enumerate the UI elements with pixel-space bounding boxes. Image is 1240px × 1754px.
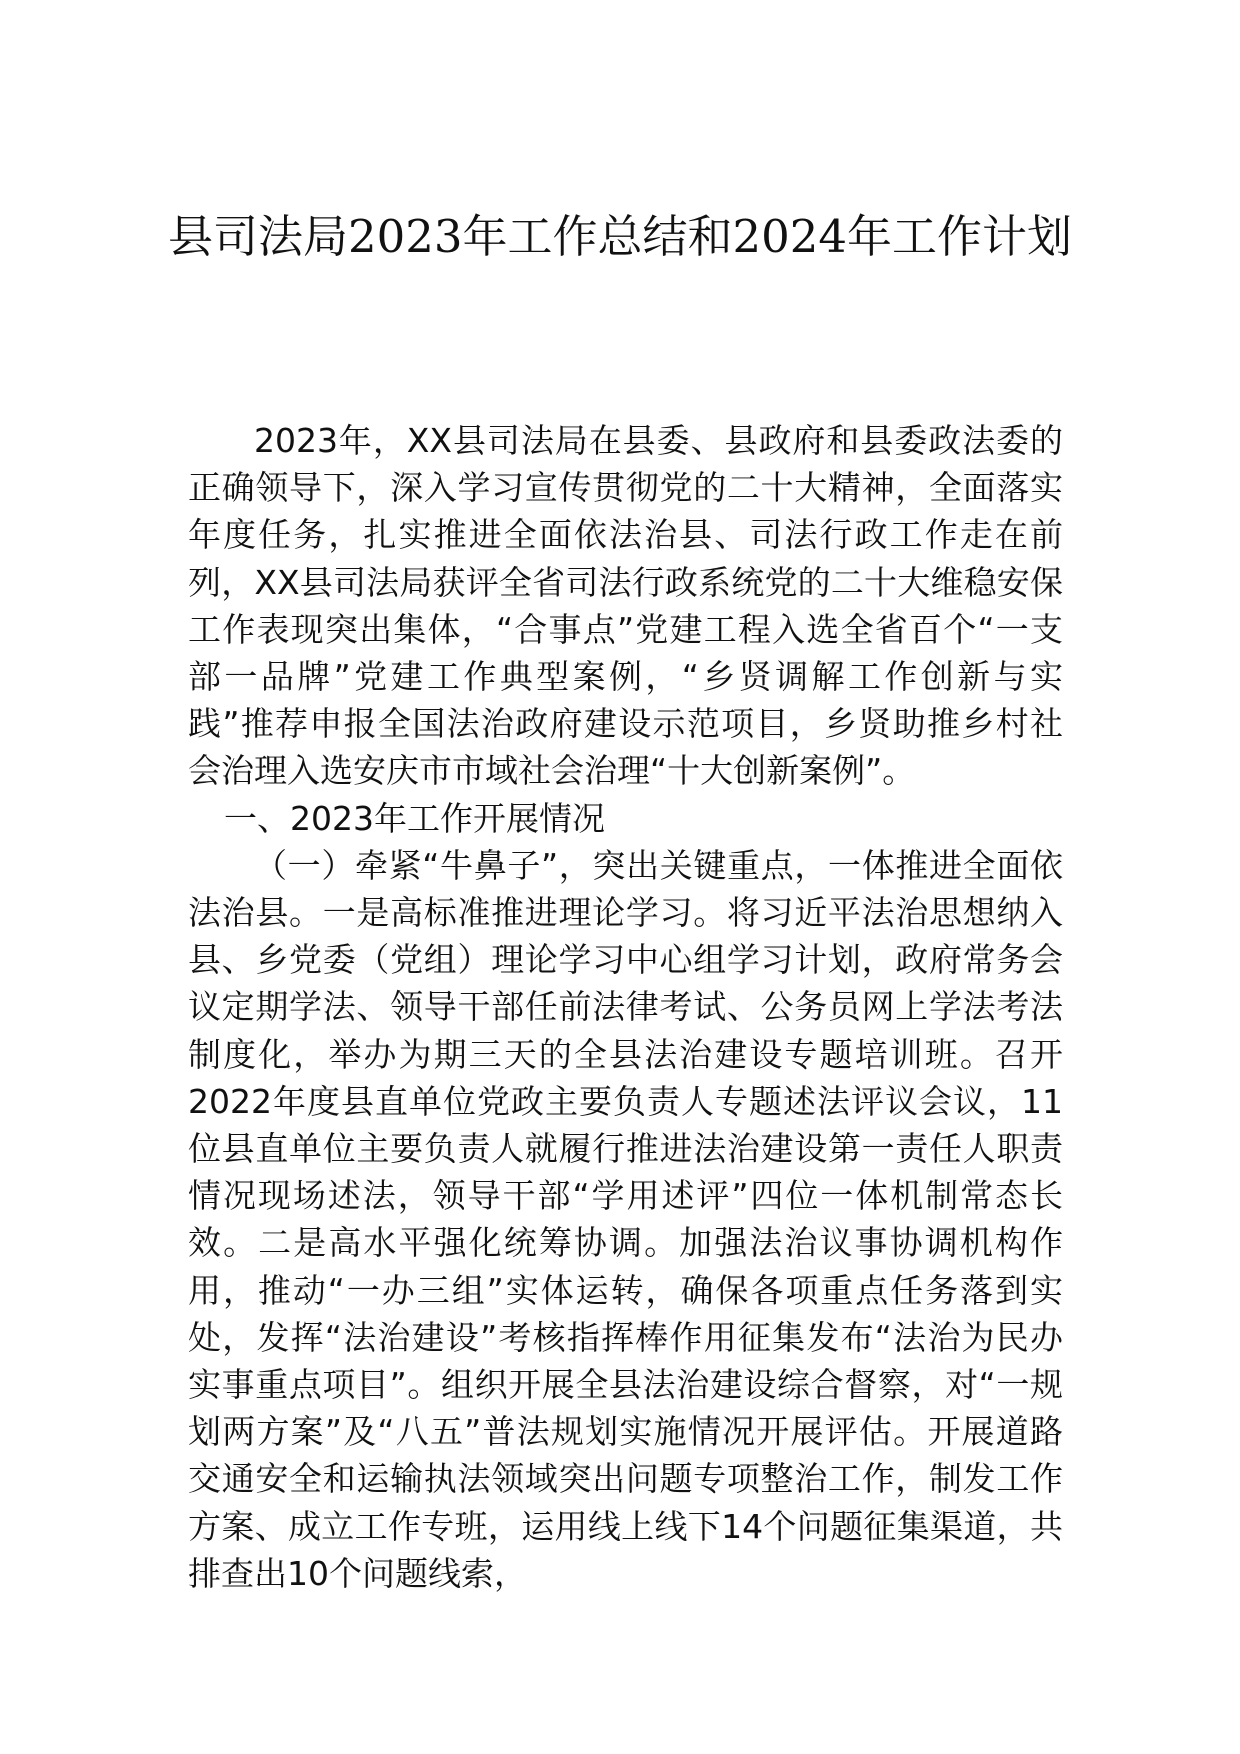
section-paragraph: （一）牵紧“牛鼻子”，突出关键重点，一体推进全面依法治县。一是高标准推进理论学习。将习近平法治思想纳入县、乡党委（党组）理论学习中心组学习计划，政府常务会议定期学法、领导干部任前法律考试、公务员网上学法考法制度化，举办为期三天的全县法治建设专题培训班。召开2022年度县直单位党政主要负责人专题述法评议会议，11位县直单位主要负责人就履行推进法治建设第一责任人职责情况现场述法，领导干部“学用述评”四位一体机制常态长效。二是高水平强化统筹协调。加强法治议事协调机构作用，推动“一办三组”实体运转，确保各项重点任务落到实处，发挥“法治建设”考核指挥棒作用征集发布“法治为民办实事重点项目”。组织开展全县法治建设综合督察，对“一规划两方案”及“八五”普法规划实施情况开展评估。开展道路交通安全和运输执法领域突出问题专项整治工作，制发工作方案、成立工作专班，运用线上线下14个问题征集渠道，共排查出10个问题线索， [188, 845, 1063, 1593]
document-body [188, 417, 1063, 1597]
section-heading: 一、2023年工作开展情况 [224, 798, 605, 838]
document-title: 县司法局2023年工作总结和2024年工作计划 [167, 210, 1073, 263]
intro-paragraph: 2023年，XX县司法局在县委、县政府和县委政法委的正确领导下，深入学习宣传贯彻党的二十大精神，全面落实年度任务，扎实推进全面依法治县、司法行政工作走在前列，XX县司法局获评全省司法行政系统党的二十大维稳安保工作表现突出集体，“合事点”党建工程入选全省百个“一支部一品牌”党建工作典型案例，“乡贤调解工作创新与实践”推荐申报全国法治政府建设示范项目，乡贤助推乡村社会治理入选安庆市市域社会治理“十大创新案例”。 [188, 421, 1063, 791]
